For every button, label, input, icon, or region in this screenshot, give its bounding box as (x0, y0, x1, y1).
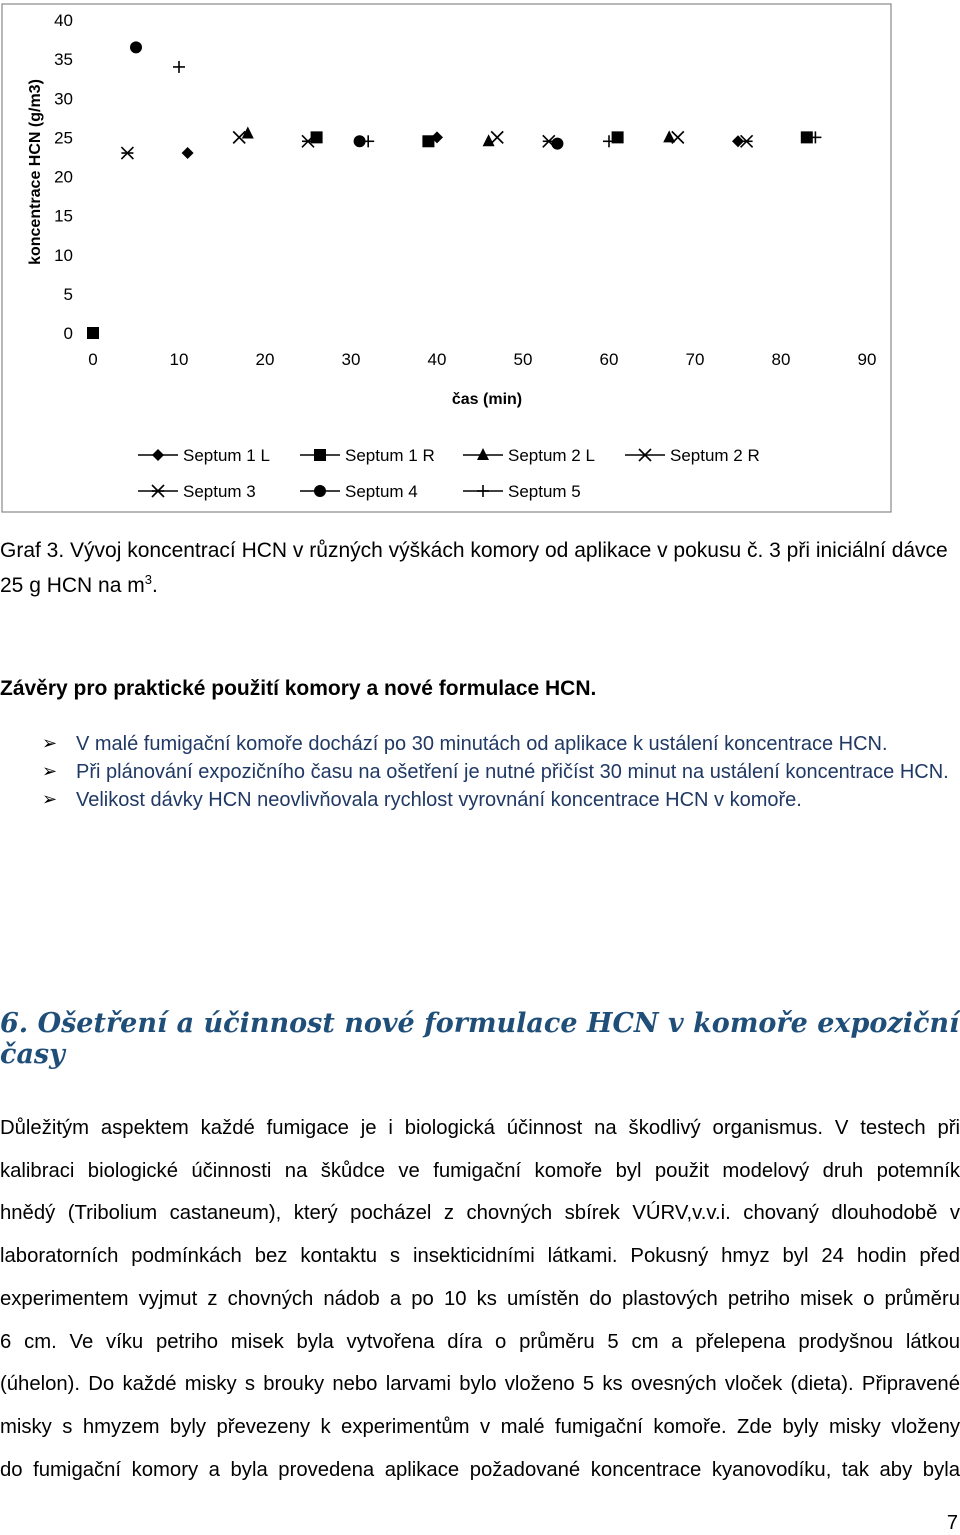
caption-superscript: 3 (144, 572, 152, 587)
caption-line-2-end: . (151, 574, 158, 597)
paragraph-line: hnědý (Tribolium castaneum), který pocházel z chovných sbírek VÚRV,v.v.i. chovaný dlouhodobě v (0, 1202, 960, 1225)
y-tick-label: 40 (54, 11, 73, 30)
y-tick-label: 25 (54, 128, 73, 148)
arrow-bullet-icon: ➢ (42, 733, 58, 754)
y-axis-title: koncentrace HCN (g/m3) (27, 79, 44, 265)
figure-caption (0, 536, 960, 600)
paragraph-line: misky s hmyzem byly převezeny k experimentům v malé fumigační komoře. Zde byly misky vloženy (0, 1415, 960, 1438)
legend-label: Septum 4 (345, 482, 418, 501)
x-tick-label: 30 (341, 350, 361, 369)
legend-label: Septum 1 R (345, 446, 435, 465)
legend-label: Septum 1 L (183, 446, 270, 465)
list-item (42, 758, 957, 786)
paragraph-line: 6 cm. Ve víku petriho misek byla vytvořena díra o průměru 5 cm a přelepena prodyšnou látkou (0, 1330, 960, 1353)
bullet-text: Velikost dávky HCN neovlivňovala rychlost vyrovnání koncentrace HCN v komoře. (76, 789, 802, 811)
data-point (87, 327, 99, 339)
paragraph-line: Důležitým aspektem každé fumigace je i biologická účinnost na škodlivý organismus. V testech při (0, 1117, 960, 1139)
conclusions-list (42, 730, 957, 814)
x-axis-title: čas (min) (451, 391, 523, 408)
x-tick-label: 60 (599, 350, 619, 369)
legend-marker (314, 449, 326, 461)
y-tick-label: 30 (54, 89, 73, 109)
paragraph-line: do fumigační komory a byla provedena aplikace požadované koncentrace kyanovodíku, tak aby byla (0, 1458, 960, 1481)
x-tick-label: 70 (685, 350, 705, 369)
section-heading: 6. Ošetření a účinnost nové formulace HCN v komoře expoziční časy (0, 1008, 960, 1070)
y-tick-label: 20 (54, 167, 73, 187)
caption-line-2: 25 g HCN na m (0, 574, 145, 597)
legend-label: Septum 2 R (670, 446, 760, 465)
paragraph-line: laboratorních podmínkách bez kontaktu s insekticidními látkami. Pokusný hmyz byl 24 hodin před (0, 1245, 960, 1268)
chart-frame (2, 4, 891, 512)
data-point (422, 135, 434, 147)
caption-line-1: Graf 3. Vývoj koncentrací HCN v různých výškách komory od aplikace v pokusu č. 3 při iniciální dávce (0, 539, 948, 562)
arrow-bullet-icon: ➢ (42, 761, 58, 782)
page-number: 7 (946, 1512, 958, 1534)
y-tick-label: 5 (63, 284, 73, 304)
x-tick-label: 90 (857, 350, 877, 369)
data-point-shape (422, 135, 434, 147)
y-tick-label: 0 (63, 324, 73, 343)
hcn-concentration-chart (0, 0, 896, 516)
data-point-shape (87, 327, 99, 339)
data-point-shape (130, 41, 142, 53)
paragraph-line: (úhelon). Do každé misky s brouky nebo larvami bylo vloženo 5 ks ovesných vloček (dieta). Připravené (0, 1373, 960, 1396)
list-item (42, 730, 957, 758)
arrow-bullet-icon: ➢ (42, 789, 58, 810)
legend-marker-shape (314, 485, 326, 497)
x-tick-label: 40 (427, 350, 447, 369)
x-tick-label: 0 (88, 350, 98, 369)
bullet-text: V malé fumigační komoře dochází po 30 minutách od aplikace k ustálení koncentrace HCN. (76, 733, 888, 755)
legend-marker-shape (314, 449, 326, 461)
bullet-text: Při plánování expozičního času na ošetření je nutné přičíst 30 minut na ustálení koncentrace HCN. (76, 761, 949, 783)
paragraph-line: kalibraci biologické účinnosti na škůdce ve fumigační komoře byl použit modelový druh potemník (0, 1159, 960, 1182)
legend-label: Septum 2 L (508, 446, 595, 465)
data-point-shape (551, 138, 563, 150)
x-tick-label: 50 (513, 350, 533, 369)
x-tick-label: 10 (169, 350, 189, 369)
y-tick-label: 15 (54, 206, 73, 226)
legend-marker (314, 485, 326, 497)
legend-label: Septum 5 (508, 482, 581, 501)
x-tick-label: 20 (255, 350, 275, 369)
y-tick-label: 10 (54, 245, 73, 265)
list-item (42, 786, 957, 814)
data-point (551, 138, 563, 150)
y-tick-label: 35 (54, 50, 73, 70)
legend-label: Septum 3 (183, 482, 256, 501)
data-point (130, 41, 142, 53)
paragraph-line: experimentem vyjmut z chovných nádob a po 10 ks umístěn do plastových petriho misek o průměru (0, 1287, 960, 1310)
conclusions-title: Závěry pro praktické použití komory a nové formulace HCN. (0, 677, 597, 700)
x-tick-label: 80 (771, 350, 791, 369)
body-paragraph (0, 1107, 960, 1491)
